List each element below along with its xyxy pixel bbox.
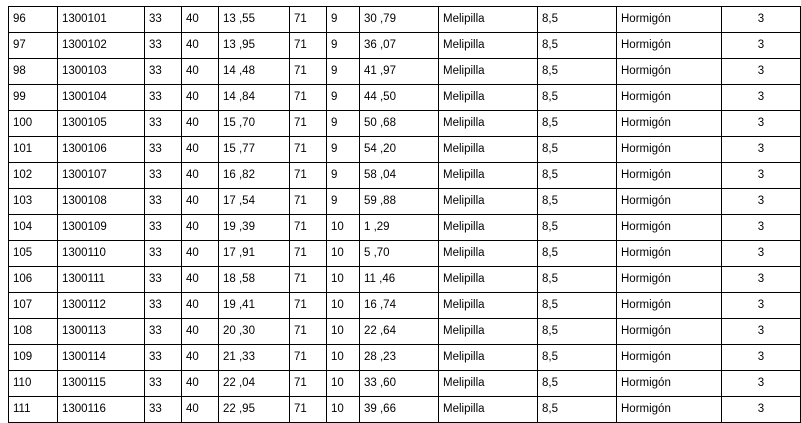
cell-row_number: 111 bbox=[9, 397, 58, 423]
cell-km_start: 22 ,04 bbox=[219, 371, 290, 397]
cell-width: 8,5 bbox=[538, 189, 617, 215]
cell-row_number: 99 bbox=[9, 85, 58, 111]
cell-col_d: 9 bbox=[327, 85, 360, 111]
cell-surface: Hormigón bbox=[617, 215, 722, 241]
cell-row_number: 109 bbox=[9, 345, 58, 371]
cell-comuna: Melipilla bbox=[439, 241, 538, 267]
cell-km_start: 22 ,95 bbox=[219, 397, 290, 423]
table-row bbox=[9, 267, 801, 293]
cell-km_end: 22 ,64 bbox=[360, 319, 439, 345]
cell-row_number: 105 bbox=[9, 241, 58, 267]
cell-col_c: 71 bbox=[290, 59, 327, 85]
cell-col_c: 71 bbox=[290, 7, 327, 33]
cell-km_start: 20 ,30 bbox=[219, 319, 290, 345]
cell-col_c: 71 bbox=[290, 267, 327, 293]
cell-col_b: 40 bbox=[182, 397, 219, 423]
cell-col_c: 71 bbox=[290, 215, 327, 241]
cell-lanes: 3 bbox=[722, 371, 801, 397]
cell-comuna: Melipilla bbox=[439, 59, 538, 85]
cell-surface: Hormigón bbox=[617, 293, 722, 319]
table-row bbox=[9, 319, 801, 345]
road-inventory-table bbox=[8, 6, 801, 423]
cell-col_b: 40 bbox=[182, 241, 219, 267]
cell-surface: Hormigón bbox=[617, 111, 722, 137]
cell-width: 8,5 bbox=[538, 7, 617, 33]
table-body bbox=[9, 7, 801, 423]
cell-km_start: 13 ,55 bbox=[219, 7, 290, 33]
cell-km_end: 59 ,88 bbox=[360, 189, 439, 215]
cell-row_number: 97 bbox=[9, 33, 58, 59]
cell-surface: Hormigón bbox=[617, 59, 722, 85]
cell-comuna: Melipilla bbox=[439, 293, 538, 319]
cell-km_start: 15 ,77 bbox=[219, 137, 290, 163]
cell-lanes: 3 bbox=[722, 7, 801, 33]
cell-width: 8,5 bbox=[538, 371, 617, 397]
table-row bbox=[9, 293, 801, 319]
cell-col_c: 71 bbox=[290, 293, 327, 319]
cell-road_code: 1300101 bbox=[58, 7, 145, 33]
cell-km_start: 14 ,84 bbox=[219, 85, 290, 111]
cell-col_b: 40 bbox=[182, 215, 219, 241]
cell-comuna: Melipilla bbox=[439, 319, 538, 345]
cell-km_start: 19 ,41 bbox=[219, 293, 290, 319]
cell-km_end: 11 ,46 bbox=[360, 267, 439, 293]
cell-col_b: 40 bbox=[182, 371, 219, 397]
cell-road_code: 1300113 bbox=[58, 319, 145, 345]
cell-col_a: 33 bbox=[145, 267, 182, 293]
cell-col_a: 33 bbox=[145, 319, 182, 345]
cell-road_code: 1300107 bbox=[58, 163, 145, 189]
cell-comuna: Melipilla bbox=[439, 111, 538, 137]
cell-km_start: 17 ,54 bbox=[219, 189, 290, 215]
cell-col_c: 71 bbox=[290, 111, 327, 137]
cell-col_b: 40 bbox=[182, 137, 219, 163]
cell-comuna: Melipilla bbox=[439, 371, 538, 397]
cell-col_a: 33 bbox=[145, 59, 182, 85]
cell-km_end: 54 ,20 bbox=[360, 137, 439, 163]
cell-row_number: 103 bbox=[9, 189, 58, 215]
cell-km_end: 30 ,79 bbox=[360, 7, 439, 33]
cell-width: 8,5 bbox=[538, 345, 617, 371]
cell-width: 8,5 bbox=[538, 85, 617, 111]
cell-col_c: 71 bbox=[290, 319, 327, 345]
cell-km_end: 1 ,29 bbox=[360, 215, 439, 241]
cell-lanes: 3 bbox=[722, 241, 801, 267]
cell-row_number: 110 bbox=[9, 371, 58, 397]
cell-col_c: 71 bbox=[290, 163, 327, 189]
cell-row_number: 108 bbox=[9, 319, 58, 345]
cell-col_a: 33 bbox=[145, 189, 182, 215]
cell-road_code: 1300105 bbox=[58, 111, 145, 137]
cell-road_code: 1300104 bbox=[58, 85, 145, 111]
cell-lanes: 3 bbox=[722, 111, 801, 137]
cell-col_d: 10 bbox=[327, 241, 360, 267]
cell-width: 8,5 bbox=[538, 319, 617, 345]
cell-col_d: 10 bbox=[327, 319, 360, 345]
cell-road_code: 1300106 bbox=[58, 137, 145, 163]
cell-km_end: 16 ,74 bbox=[360, 293, 439, 319]
cell-road_code: 1300108 bbox=[58, 189, 145, 215]
cell-lanes: 3 bbox=[722, 137, 801, 163]
cell-surface: Hormigón bbox=[617, 163, 722, 189]
cell-surface: Hormigón bbox=[617, 33, 722, 59]
cell-col_d: 10 bbox=[327, 293, 360, 319]
cell-width: 8,5 bbox=[538, 267, 617, 293]
cell-lanes: 3 bbox=[722, 397, 801, 423]
cell-km_end: 28 ,23 bbox=[360, 345, 439, 371]
cell-surface: Hormigón bbox=[617, 319, 722, 345]
cell-col_d: 10 bbox=[327, 397, 360, 423]
cell-col_d: 9 bbox=[327, 111, 360, 137]
cell-surface: Hormigón bbox=[617, 267, 722, 293]
cell-col_b: 40 bbox=[182, 33, 219, 59]
cell-surface: Hormigón bbox=[617, 189, 722, 215]
cell-col_b: 40 bbox=[182, 319, 219, 345]
cell-comuna: Melipilla bbox=[439, 85, 538, 111]
cell-width: 8,5 bbox=[538, 241, 617, 267]
cell-lanes: 3 bbox=[722, 189, 801, 215]
cell-km_start: 15 ,70 bbox=[219, 111, 290, 137]
cell-row_number: 104 bbox=[9, 215, 58, 241]
cell-col_c: 71 bbox=[290, 345, 327, 371]
cell-col_a: 33 bbox=[145, 7, 182, 33]
cell-comuna: Melipilla bbox=[439, 397, 538, 423]
cell-col_c: 71 bbox=[290, 241, 327, 267]
table-row bbox=[9, 85, 801, 111]
cell-lanes: 3 bbox=[722, 293, 801, 319]
cell-col_c: 71 bbox=[290, 397, 327, 423]
cell-row_number: 101 bbox=[9, 137, 58, 163]
cell-col_b: 40 bbox=[182, 59, 219, 85]
cell-km_start: 16 ,82 bbox=[219, 163, 290, 189]
table-row bbox=[9, 7, 801, 33]
cell-col_d: 9 bbox=[327, 189, 360, 215]
cell-road_code: 1300103 bbox=[58, 59, 145, 85]
cell-width: 8,5 bbox=[538, 293, 617, 319]
cell-col_d: 10 bbox=[327, 215, 360, 241]
cell-surface: Hormigón bbox=[617, 137, 722, 163]
cell-col_d: 9 bbox=[327, 163, 360, 189]
table-row bbox=[9, 215, 801, 241]
cell-lanes: 3 bbox=[722, 267, 801, 293]
cell-col_a: 33 bbox=[145, 163, 182, 189]
cell-width: 8,5 bbox=[538, 59, 617, 85]
cell-col_d: 9 bbox=[327, 137, 360, 163]
cell-lanes: 3 bbox=[722, 163, 801, 189]
cell-lanes: 3 bbox=[722, 33, 801, 59]
cell-lanes: 3 bbox=[722, 215, 801, 241]
cell-col_a: 33 bbox=[145, 215, 182, 241]
cell-road_code: 1300110 bbox=[58, 241, 145, 267]
cell-lanes: 3 bbox=[722, 59, 801, 85]
cell-comuna: Melipilla bbox=[439, 189, 538, 215]
cell-col_b: 40 bbox=[182, 85, 219, 111]
table-row bbox=[9, 163, 801, 189]
cell-km_end: 39 ,66 bbox=[360, 397, 439, 423]
table-row bbox=[9, 137, 801, 163]
cell-row_number: 106 bbox=[9, 267, 58, 293]
table-row bbox=[9, 241, 801, 267]
cell-col_c: 71 bbox=[290, 33, 327, 59]
cell-road_code: 1300116 bbox=[58, 397, 145, 423]
cell-col_b: 40 bbox=[182, 111, 219, 137]
cell-km_end: 41 ,97 bbox=[360, 59, 439, 85]
cell-width: 8,5 bbox=[538, 397, 617, 423]
cell-lanes: 3 bbox=[722, 85, 801, 111]
cell-road_code: 1300114 bbox=[58, 345, 145, 371]
cell-width: 8,5 bbox=[538, 137, 617, 163]
cell-col_d: 9 bbox=[327, 7, 360, 33]
cell-km_start: 17 ,91 bbox=[219, 241, 290, 267]
cell-col_a: 33 bbox=[145, 371, 182, 397]
cell-width: 8,5 bbox=[538, 33, 617, 59]
cell-col_d: 9 bbox=[327, 59, 360, 85]
cell-col_a: 33 bbox=[145, 33, 182, 59]
table-row bbox=[9, 371, 801, 397]
cell-col_b: 40 bbox=[182, 345, 219, 371]
cell-row_number: 98 bbox=[9, 59, 58, 85]
cell-col_c: 71 bbox=[290, 85, 327, 111]
cell-col_a: 33 bbox=[145, 111, 182, 137]
table-row bbox=[9, 59, 801, 85]
cell-row_number: 102 bbox=[9, 163, 58, 189]
cell-surface: Hormigón bbox=[617, 345, 722, 371]
cell-comuna: Melipilla bbox=[439, 345, 538, 371]
cell-row_number: 96 bbox=[9, 7, 58, 33]
cell-row_number: 100 bbox=[9, 111, 58, 137]
cell-km_start: 14 ,48 bbox=[219, 59, 290, 85]
cell-col_a: 33 bbox=[145, 293, 182, 319]
cell-comuna: Melipilla bbox=[439, 7, 538, 33]
cell-comuna: Melipilla bbox=[439, 137, 538, 163]
cell-road_code: 1300109 bbox=[58, 215, 145, 241]
cell-lanes: 3 bbox=[722, 319, 801, 345]
table-row bbox=[9, 189, 801, 215]
cell-col_d: 10 bbox=[327, 371, 360, 397]
cell-width: 8,5 bbox=[538, 163, 617, 189]
cell-km_end: 36 ,07 bbox=[360, 33, 439, 59]
cell-surface: Hormigón bbox=[617, 85, 722, 111]
cell-width: 8,5 bbox=[538, 111, 617, 137]
cell-km_end: 5 ,70 bbox=[360, 241, 439, 267]
cell-road_code: 1300102 bbox=[58, 33, 145, 59]
table-row bbox=[9, 345, 801, 371]
cell-row_number: 107 bbox=[9, 293, 58, 319]
cell-km_end: 58 ,04 bbox=[360, 163, 439, 189]
cell-col_c: 71 bbox=[290, 371, 327, 397]
cell-col_c: 71 bbox=[290, 189, 327, 215]
cell-comuna: Melipilla bbox=[439, 33, 538, 59]
cell-col_b: 40 bbox=[182, 189, 219, 215]
cell-col_b: 40 bbox=[182, 267, 219, 293]
cell-col_a: 33 bbox=[145, 85, 182, 111]
cell-col_b: 40 bbox=[182, 7, 219, 33]
cell-col_b: 40 bbox=[182, 293, 219, 319]
cell-comuna: Melipilla bbox=[439, 163, 538, 189]
cell-col_d: 10 bbox=[327, 267, 360, 293]
cell-surface: Hormigón bbox=[617, 241, 722, 267]
cell-road_code: 1300112 bbox=[58, 293, 145, 319]
cell-width: 8,5 bbox=[538, 215, 617, 241]
cell-col_a: 33 bbox=[145, 241, 182, 267]
cell-col_a: 33 bbox=[145, 345, 182, 371]
table-row bbox=[9, 33, 801, 59]
cell-km_start: 21 ,33 bbox=[219, 345, 290, 371]
cell-km_end: 44 ,50 bbox=[360, 85, 439, 111]
cell-comuna: Melipilla bbox=[439, 267, 538, 293]
cell-km_start: 19 ,39 bbox=[219, 215, 290, 241]
table-row bbox=[9, 397, 801, 423]
cell-km_end: 33 ,60 bbox=[360, 371, 439, 397]
cell-road_code: 1300115 bbox=[58, 371, 145, 397]
cell-km_start: 18 ,58 bbox=[219, 267, 290, 293]
cell-col_d: 9 bbox=[327, 33, 360, 59]
cell-col_d: 10 bbox=[327, 345, 360, 371]
cell-lanes: 3 bbox=[722, 345, 801, 371]
cell-col_a: 33 bbox=[145, 397, 182, 423]
cell-road_code: 1300111 bbox=[58, 267, 145, 293]
cell-col_b: 40 bbox=[182, 163, 219, 189]
cell-surface: Hormigón bbox=[617, 397, 722, 423]
cell-col_a: 33 bbox=[145, 137, 182, 163]
cell-surface: Hormigón bbox=[617, 7, 722, 33]
cell-col_c: 71 bbox=[290, 137, 327, 163]
cell-surface: Hormigón bbox=[617, 371, 722, 397]
table-row bbox=[9, 111, 801, 137]
cell-comuna: Melipilla bbox=[439, 215, 538, 241]
cell-km_end: 50 ,68 bbox=[360, 111, 439, 137]
cell-km_start: 13 ,95 bbox=[219, 33, 290, 59]
